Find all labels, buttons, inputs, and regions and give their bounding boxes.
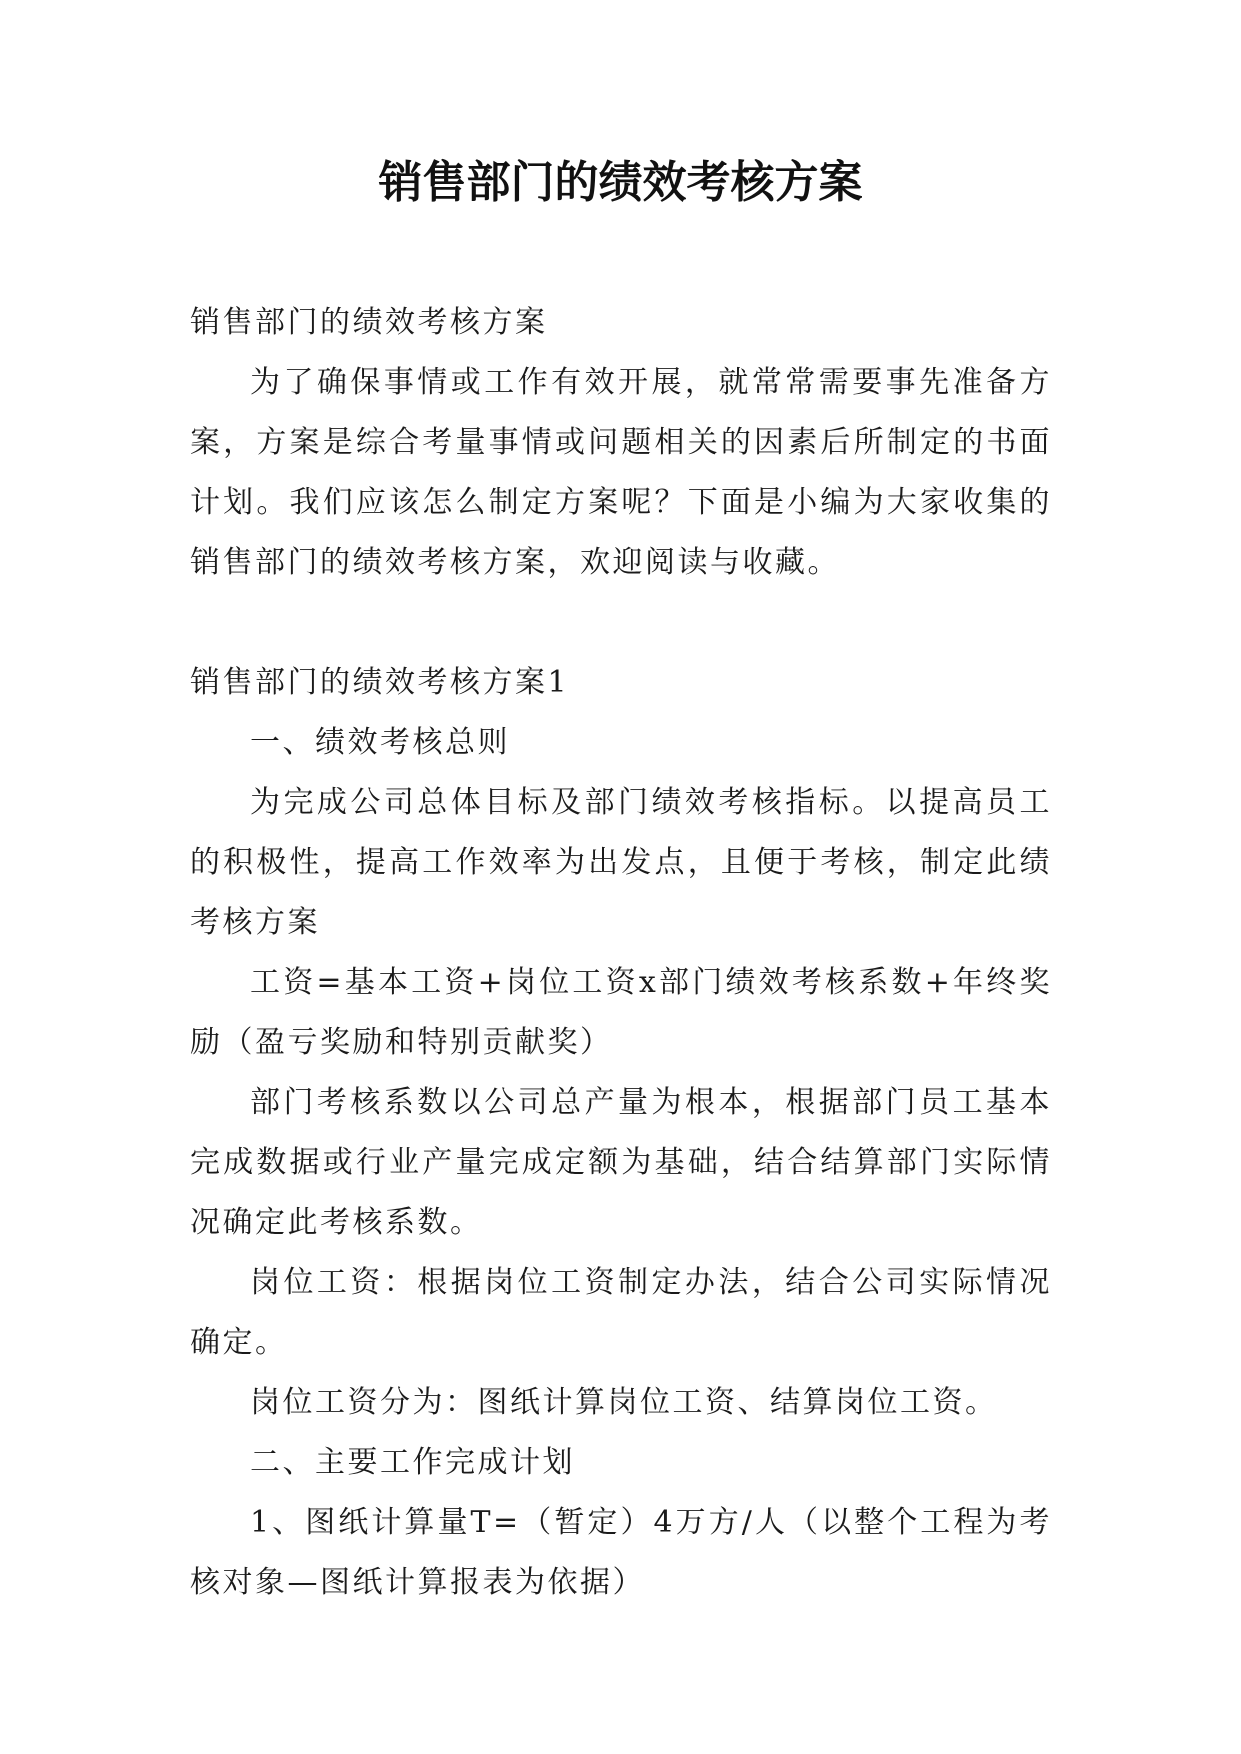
document-body — [190, 293, 1052, 1613]
body-paragraph: 1、图纸计算量T=（暂定）4万方/人（以整个工程为考核对象—图纸计算报表为依据） — [190, 1505, 1052, 1600]
body-paragraph: 部门考核系数以公司总产量为根本，根据部门员工基本完成数据或行业产量完成定额为基础，结合结算部门实际情况确定此考核系数。 — [190, 1085, 1052, 1240]
body-paragraph: 岗位工资：根据岗位工资制定办法，结合公司实际情况确定。 — [190, 1265, 1052, 1360]
body-paragraph: 岗位工资分为：图纸计算岗位工资、结算岗位工资。 — [250, 1385, 998, 1420]
body-paragraph: 为完成公司总体目标及部门绩效考核指标。以提高员工的积极性，提高工作效率为出发点，且便于考核，制定此绩考核方案 — [190, 785, 1052, 940]
salary-formula-paragraph: 工资=基本工资+岗位工资x部门绩效考核系数+年终奖励（盈亏奖励和特别贡献奖） — [190, 965, 1052, 1060]
document-title: 销售部门的绩效考核方案 — [378, 157, 863, 208]
intro-paragraph: 为了确保事情或工作有效开展，就常常需要事先准备方案，方案是综合考量事情或问题相关的因素后所制定的书面计划。我们应该怎么制定方案呢？下面是小编为大家收集的销售部门的绩效考核方案，欢迎阅读与收藏。 — [190, 365, 1052, 580]
section-heading-2: 二、主要工作完成计划 — [250, 1445, 575, 1480]
section-title: 销售部门的绩效考核方案1 — [190, 665, 570, 700]
section-heading-1: 一、绩效考核总则 — [250, 725, 510, 760]
body-heading: 销售部门的绩效考核方案 — [190, 305, 548, 340]
